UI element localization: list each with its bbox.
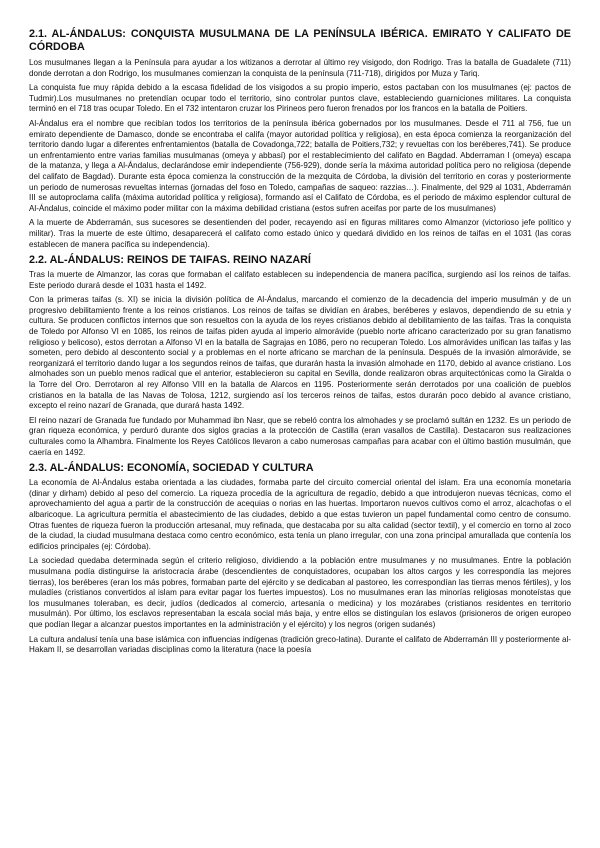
paragraph: Tras la muerte de Almanzor, las coras que formaban el califato establecen su independencia de manera pacífica, surgiendo así los reinos de taifas. Este periodo durará desde el 1031 hasta el 1492. xyxy=(29,270,571,290)
paragraph: Al-Ándalus era el nombre que recibían todos los territorios de la península ibérica gobernados por los musulmanes. Desde el 711 al 756, fue un emirato dependiente de Damasco, donde se encontraba el califa (mayor autoridad política y religiosa), en esta época comienza la reorganización del territorio dando lugar a diferentes enfrentamientos (batalla de Covadonga,722; batalla de Poitiers,732; y revueltas con los beréberes,741). Se produce un enfrentamiento entre varias familias musulmanas (omeya y abbasí) por el restablecimiento del califato en Bagdad. Abderraman I (omeya) escapa de la matanza, y llega a Al-Ándalus, declarándose emir independiente (756-929), donde sería la máxima autoridad política pero no religiosa (depende del califato de Bagdad). Durante esta época comienza la construcción de la mezquita de Córdoba, la división del territorio en coras y posteriormente un periodo de numerosas revueltas internas (jornadas del foso en Toledo, campañas de saqueo: razzias…). Finalmente, del 929 al 1031, Abderramán III se autoproclama califa (máxima autoridad política y religiosa), formando así el Califato de Córdoba, es el periodo de máximo esplendor cultural de Al-Ándalus, coincide el máximo poder militar con la máxima debilidad cristiana (estos sufren aceifas por parte de los musulmanes) xyxy=(29,118,571,213)
paragraph: Con la primeras taifas (s. XI) se inicia la división política de Al-Ándalus, marcando el comienzo de la decadencia del imperio musulmán y de un progresivo debilitamiento frente a los reinos cristianos. Los reinos de taifas se dividían en árabes, beréberes y eslavos, dependiendo de su etnia y cultura. Se producen conflictos internos que son resueltos con la ayuda de los reyes cristianos debido al debilitamiento de las taifas. Tras la conquista de Toledo por Alfonso VI en 1085, los reinos de taifas piden ayuda al imperio almorávide (pueblo norte africano caracterizado por su gran fanatismo religioso y belicoso), estos derrotan a Alfonso VI en la batalla de Sagrajas en 1086, pero no recuperan Toledo. Los almorávides unifican las taifas y las someten, pero debido al descontento social y a problemas en el norte africano se marchan de la península. Después de la invasión almorávide, se reorganizará el territorio dando lugar a los segundos reinos de taifas, que durarán hasta la invasión almohade en 1170, debido al avance cristiano. Los almohades son un pueblo menos radical que el anterior, establecieron su capital en Sevilla, donde realizaron obras arquitectónicas como la Giralda o la Torre del Oro. Derrotaron al rey Alfonso VIII en la batalla de Alarcos en 1195. Posteriormente serán derrotados por una coalición de pueblos cristianos en la batalla de las Navas de Tolosa, 1212, surgiendo así los terceros reinos de taifas, estos durarán poco debido al avance cristiano, excepto el reino nazarí de Granada, que durará hasta 1492. xyxy=(29,295,571,411)
section-heading: 2.3. AL-ÁNDALUS: ECONOMÍA, SOCIEDAD Y CULTURA xyxy=(29,462,314,475)
paragraph: El reino nazarí de Granada fue fundado por Muhammad ibn Nasr, que se rebeló contra los almohades y se proclamó sultán en 1232. Es un periodo de gran riqueza económica, y perduró durante dos siglos gracias a la protección de Castilla (eran vasallos de Castilla). Destacaron sus realizaciones culturales como la Alhambra. Finalmente los Reyes Católicos llevaron a cabo numerosas campañas para acabar con el último bastión musulmán, que caería en 1492. xyxy=(29,415,571,457)
section-heading: 2.2. AL-ÁNDALUS: REINOS DE TAIFAS. REINO NAZARÍ xyxy=(29,254,311,267)
paragraph: La economía de Al-Ándalus estaba orientada a las ciudades, formaba parte del circuito comercial oriental del islam. Era una economía monetaria (dinar y dirham) debido al peso del comercio. La riqueza procedía de la agricultura de regadío, debido a que introdujeron nuevas técnicas, como el aprovechamiento del agua a partir de la construcción de acequias o norias en las huertas. Importaron nuevos cultivos como el arroz, alcachofas o el albaricoque. La agricultura permitía el abastecimiento de las ciudades, debido a que estas tuvieron un papel fundamental como centro de consumo. Otras fuentes de riqueza fueron la producción artesanal, muy refinada, que destacaba por su alta calidad (sector textil), y el comercio en torno al zoco de la ciudad, la ciudad musulmana destaca como centro económico, esta tenía un plano irregular, con una zona principal amurallada que contenía los edificios principales (ej: Córdoba). xyxy=(29,478,571,551)
paragraph: La cultura andalusí tenía una base islámica con influencias indígenas (tradición greco-latina). Durante el califato de Abderramán III y posteriormente al-Hakam II, se desarrollan variadas disciplinas como la literatura (nace la poesía xyxy=(29,634,571,655)
section-conquista xyxy=(29,28,571,250)
paragraph: Los musulmanes llegan a la Península para ayudar a los witizanos a derrotar al último rey visigodo, don Rodrigo. Tras la batalla de Guadalete (711) donde derrotan a don Rodrigo, los musulmanes comienzan la conquista de la península (711-718), dirigidos por Muza y Tariq. xyxy=(29,58,571,78)
paragraph: La conquista fue muy rápida debido a la escasa fidelidad de los visigodos a su propio imperio, estos pactaban con los musulmanes (ej: pactos de Tudmir).Los musulmanes no pretendían ocupar todo el territorio, sino controlar puntos clave, estableciendo guarniciones militares. La conquista terminó en el 718 tras ocupar Toledo. En el 732 intentaron cruzar los Pirineos pero fueron frenados por los francos en la batalla de Poitiers. xyxy=(29,83,571,114)
section-heading: 2.1. AL-ÁNDALUS: CONQUISTA MUSULMANA DE LA PENÍNSULA IBÉRICA. EMIRATO Y CALIFATO DE CÓRDOBA xyxy=(29,28,571,53)
section-economia xyxy=(29,462,571,656)
paragraph: La sociedad quedaba determinada según el criterio religioso, dividiendo a la población entre musulmanes y no musulmanes. Entre la población musulmana podía distinguirse la aristocracia árabe (descendientes de conquistadores, ocupaban los altos cargos y les correspondía las mejores tierras), los beréberes (eran los más pobres, formaban parte del ejército y se dedicaban al pastoreo, les correspondían las tierras menos fértiles), y los muladíes (cristianos convertidos al islam para evitar pagar los fuertes impuestos). Los no musulmanes eran las minorías religiosas monoteístas que los musulmanes toleraban, es decir, judíos (dedicados al comercio, artesanía o medicina) y los mozárabes (cristianos residentes en territorio musulmán). Por último, los esclavos representaban la escala social más baja, y entre ellos se distinguían los eslavos (prisioneros de origen europeo que podían llegar a alcanzar puestos importantes en la administración y el ejército) y los negros (origen sudanés) xyxy=(29,556,571,629)
paragraph: A la muerte de Abderramán, sus sucesores se desentienden del poder, recayendo así en figuras militares como Almanzor (victorioso jefe político y militar). Tras la muerte de este último, desaparecerá el califato como estado único y quedará dividido en los reinos de taifas en el 1031 (las coras establecen de manera pacífica su independencia). xyxy=(29,218,571,249)
section-taifas xyxy=(29,254,571,458)
